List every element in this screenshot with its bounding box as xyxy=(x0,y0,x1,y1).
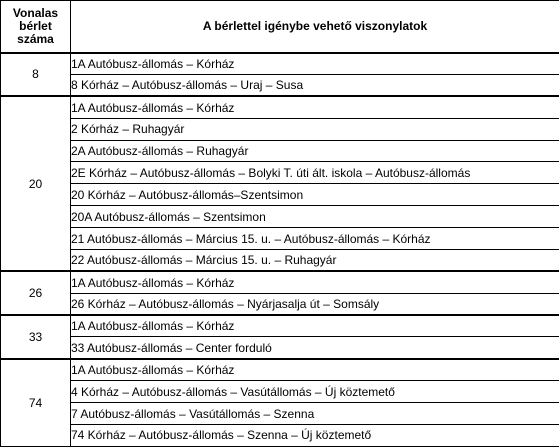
table-row xyxy=(1,381,559,403)
table-row xyxy=(1,315,559,337)
route-cell: 21 Autóbusz-állomás – Március 15. u. – Autóbusz-állomás – Kórház xyxy=(71,228,559,250)
header-line-number-word-2: bérlet xyxy=(19,18,52,33)
line-number-cell: 26 xyxy=(1,271,71,315)
table-body xyxy=(1,1,559,447)
table-row xyxy=(1,96,559,118)
route-cell: 1A Autóbusz-állomás – Kórház xyxy=(71,96,559,118)
route-cell: 1A Autóbusz-állomás – Kórház xyxy=(71,53,559,75)
route-cell: 22 Autóbusz-állomás – Március 15. u. – Ruhagyár xyxy=(71,249,559,271)
line-number-cell: 74 xyxy=(1,359,71,447)
table-row xyxy=(1,53,559,75)
header-routes: A bérlettel igénybe vehető viszonylatok xyxy=(71,1,559,53)
table-row xyxy=(1,249,559,271)
table-row xyxy=(1,424,559,446)
table-row xyxy=(1,184,559,206)
table-row xyxy=(1,140,559,162)
table-row xyxy=(1,206,559,228)
route-cell: 1A Autóbusz-állomás – Kórház xyxy=(71,315,559,337)
route-cell: 1A Autóbusz-állomás – Kórház xyxy=(71,359,559,381)
table-row xyxy=(1,74,559,96)
table-row xyxy=(1,118,559,140)
table-row xyxy=(1,228,559,250)
route-cell: 8 Kórház – Autóbusz-állomás – Uraj – Susa xyxy=(71,74,559,96)
route-cell: 33 Autóbusz-állomás – Center forduló xyxy=(71,337,559,359)
route-cell: 20A Autóbusz-állomás – Szentsimon xyxy=(71,206,559,228)
table-row xyxy=(1,403,559,425)
table-row xyxy=(1,337,559,359)
header-row xyxy=(1,1,559,53)
route-cell: 2A Autóbusz-állomás – Ruhagyár xyxy=(71,140,559,162)
route-cell: 4 Kórház – Autóbusz-állomás – Vasútállomás – Új köztemető xyxy=(71,381,559,403)
table-row xyxy=(1,271,559,293)
route-cell: 2E Kórház – Autóbusz-állomás – Bolyki T. úti ált. iskola – Autóbusz-állomás xyxy=(71,162,559,184)
header-line-number xyxy=(1,1,71,53)
line-number-cell: 8 xyxy=(1,53,71,97)
line-number-cell: 20 xyxy=(1,96,71,271)
table-row xyxy=(1,293,559,315)
route-cell: 20 Kórház – Autóbusz-állomás–Szentsimon xyxy=(71,184,559,206)
table-row xyxy=(1,359,559,381)
route-cell: 1A Autóbusz-állomás – Kórház xyxy=(71,271,559,293)
route-cell: 74 Kórház – Autóbusz-állomás – Szenna – Új köztemető xyxy=(71,424,559,446)
route-cell: 2 Kórház – Ruhagyár xyxy=(71,118,559,140)
header-line-number-word-3: száma xyxy=(17,31,54,46)
route-cell: 7 Autóbusz-állomás – Vasútállomás – Szenna xyxy=(71,403,559,425)
header-line-number-word-1: Vonalas xyxy=(12,5,59,20)
line-number-cell: 33 xyxy=(1,315,71,359)
route-cell: 26 Kórház – Autóbusz-állomás – Nyárjasalja út – Somsály xyxy=(71,293,559,315)
table-row xyxy=(1,162,559,184)
